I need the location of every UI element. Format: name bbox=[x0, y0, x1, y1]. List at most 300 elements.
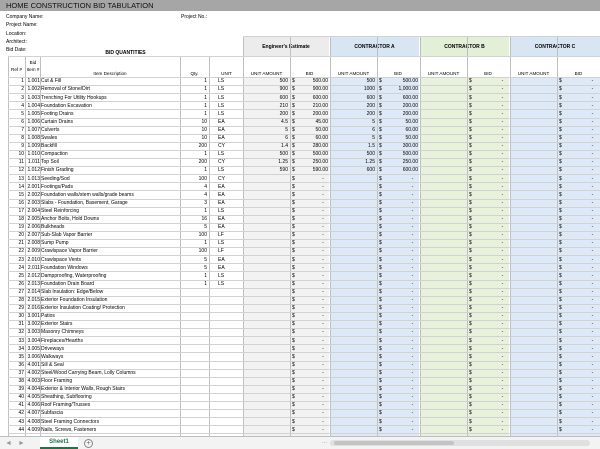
contractor-c-bid-cell[interactable]: - bbox=[591, 207, 594, 214]
engineer-bid-cell[interactable]: - bbox=[322, 216, 324, 222]
contractor-b-bid-cell[interactable]: - bbox=[501, 321, 504, 328]
contractor-c-bid-cell[interactable]: - bbox=[591, 86, 594, 93]
bid-item-cell[interactable]: 2.012 bbox=[27, 272, 40, 279]
engineer-bid-cell[interactable]: 590.00 bbox=[312, 167, 328, 174]
ref-cell[interactable]: 16 bbox=[18, 199, 24, 206]
unit-cell[interactable]: LF bbox=[218, 248, 224, 255]
contractor-c-bid-cell[interactable]: - bbox=[591, 313, 594, 320]
contractor-c-bid-cell[interactable]: - bbox=[591, 288, 594, 295]
description-cell[interactable]: Crawlspace Vents bbox=[41, 256, 82, 263]
ref-cell[interactable]: 42 bbox=[18, 410, 24, 417]
contractor-b-bid-cell[interactable]: - bbox=[501, 199, 504, 206]
engineer-bid-cell[interactable]: - bbox=[322, 353, 324, 360]
description-cell[interactable]: Bulkheads bbox=[41, 224, 65, 231]
contractor-c-bid-cell[interactable]: - bbox=[591, 151, 594, 158]
engineer-bid-cell[interactable]: - bbox=[322, 191, 324, 198]
description-cell[interactable]: Backfill bbox=[41, 143, 57, 150]
ref-cell[interactable]: 41 bbox=[18, 402, 24, 409]
description-cell[interactable]: Subfascia bbox=[41, 410, 63, 417]
engineer-unit-amount-cell[interactable]: 1.4 bbox=[281, 143, 288, 150]
contractor-a-bid-cell[interactable]: - bbox=[411, 418, 414, 425]
contractor-c-bid-cell[interactable]: - bbox=[591, 361, 594, 368]
contractor-a-unit-amount-cell[interactable]: 6 bbox=[372, 126, 375, 133]
qty-cell[interactable]: 1 bbox=[204, 94, 207, 101]
description-cell[interactable]: Exterior Foundation Insulation bbox=[41, 297, 108, 303]
contractor-c-bid-cell[interactable]: - bbox=[591, 232, 594, 239]
qty-cell[interactable]: 5 bbox=[204, 264, 207, 271]
contractor-a-bid-cell[interactable]: - bbox=[411, 321, 414, 328]
contractor-a-bid-cell[interactable]: - bbox=[411, 183, 414, 190]
contractor-a-bid-cell[interactable]: - bbox=[411, 256, 414, 263]
contractor-a-bid-cell[interactable]: - bbox=[411, 337, 414, 344]
contractor-b-bid-cell[interactable]: - bbox=[501, 264, 504, 271]
bid-item-cell[interactable]: 4.004 bbox=[27, 386, 40, 393]
contractor-c-bid-cell[interactable]: - bbox=[591, 102, 594, 109]
bid-item-cell[interactable]: 1.006 bbox=[27, 118, 40, 125]
qty-cell[interactable]: 1 bbox=[204, 102, 207, 109]
ref-cell[interactable]: 5 bbox=[21, 110, 24, 117]
unit-cell[interactable]: LS bbox=[218, 110, 225, 117]
contractor-b-bid-cell[interactable]: - bbox=[501, 280, 504, 287]
bid-item-cell[interactable]: 2.010 bbox=[27, 256, 40, 263]
ref-cell[interactable]: 28 bbox=[18, 297, 24, 303]
description-cell[interactable]: Sub-Slab Vapor Barrier bbox=[41, 232, 93, 239]
description-cell[interactable]: Floor Framing bbox=[41, 378, 73, 384]
engineer-bid-cell[interactable]: - bbox=[322, 288, 324, 295]
contractor-c-bid-cell[interactable]: - bbox=[591, 167, 594, 174]
bid-item-cell[interactable]: 4.005 bbox=[27, 394, 40, 401]
engineer-unit-amount-cell[interactable]: 900 bbox=[279, 86, 288, 93]
contractor-a-bid-cell[interactable]: 500.00 bbox=[402, 151, 418, 158]
qty-cell[interactable]: 1 bbox=[204, 280, 207, 287]
bid-item-cell[interactable]: 4.008 bbox=[27, 418, 40, 425]
contractor-a-bid-cell[interactable]: 250.00 bbox=[402, 159, 418, 166]
bid-item-cell[interactable]: 2.001 bbox=[27, 183, 40, 190]
contractor-b-bid-cell[interactable]: - bbox=[501, 353, 504, 360]
contractor-c-bid-cell[interactable]: - bbox=[591, 159, 594, 166]
bid-item-cell[interactable]: 1.009 bbox=[27, 143, 40, 150]
bid-item-cell[interactable]: 4.003 bbox=[27, 378, 40, 384]
qty-cell[interactable]: 1 bbox=[204, 78, 207, 85]
ref-cell[interactable]: 33 bbox=[18, 337, 24, 344]
contractor-b-bid-cell[interactable]: - bbox=[501, 394, 504, 401]
contractor-a-bid-cell[interactable]: - bbox=[411, 199, 414, 206]
contractor-c-bid-cell[interactable]: - bbox=[591, 240, 594, 247]
bid-item-cell[interactable]: 1.005 bbox=[27, 110, 40, 117]
ref-cell[interactable]: 19 bbox=[18, 224, 24, 231]
ref-cell[interactable]: 23 bbox=[18, 256, 24, 263]
contractor-a-bid-cell[interactable]: - bbox=[411, 191, 414, 198]
engineer-unit-amount-cell[interactable]: 600 bbox=[279, 94, 288, 101]
description-cell[interactable]: Culverts bbox=[41, 126, 60, 133]
engineer-bid-cell[interactable]: - bbox=[322, 280, 324, 287]
contractor-c-bid-cell[interactable]: - bbox=[591, 345, 594, 352]
bid-item-cell[interactable]: 2.004 bbox=[27, 207, 40, 214]
contractor-b-bid-cell[interactable]: - bbox=[501, 151, 504, 158]
engineer-bid-cell[interactable]: - bbox=[322, 199, 324, 206]
engineer-bid-cell[interactable]: 210.00 bbox=[312, 102, 328, 109]
ref-cell[interactable]: 8 bbox=[21, 135, 24, 141]
description-cell[interactable]: Foundation Excavation bbox=[41, 102, 92, 109]
description-cell[interactable]: Curtain Drains bbox=[41, 118, 73, 125]
description-cell[interactable]: Cut & Fill bbox=[41, 78, 62, 85]
bid-item-cell[interactable]: 4.007 bbox=[27, 410, 40, 417]
bid-item-cell[interactable]: 3.002 bbox=[27, 321, 40, 328]
description-cell[interactable]: Exterior Stairs bbox=[41, 321, 73, 328]
engineer-bid-cell[interactable]: - bbox=[322, 207, 324, 214]
ref-cell[interactable]: 26 bbox=[18, 280, 24, 287]
contractor-c-bid-cell[interactable]: - bbox=[591, 321, 594, 328]
contractor-c-bid-cell[interactable]: - bbox=[591, 191, 594, 198]
contractor-b-bid-cell[interactable]: - bbox=[501, 216, 504, 222]
ref-cell[interactable]: 21 bbox=[18, 240, 24, 247]
unit-cell[interactable]: LS bbox=[218, 280, 225, 287]
engineer-unit-amount-cell[interactable]: 210 bbox=[279, 102, 288, 109]
unit-cell[interactable]: EA bbox=[218, 191, 225, 198]
contractor-b-bid-cell[interactable]: - bbox=[501, 418, 504, 425]
bid-item-cell[interactable]: 1.003 bbox=[27, 94, 40, 101]
description-cell[interactable]: Driveways bbox=[41, 345, 65, 352]
description-cell[interactable]: Anchor Bolts, Hold Downs bbox=[41, 216, 100, 222]
bid-item-cell[interactable]: 3.001 bbox=[27, 313, 40, 320]
contractor-c-bid-cell[interactable]: - bbox=[591, 337, 594, 344]
qty-cell[interactable]: 1 bbox=[204, 167, 207, 174]
engineer-bid-cell[interactable]: - bbox=[322, 378, 324, 384]
qty-cell[interactable]: 1 bbox=[204, 207, 207, 214]
description-cell[interactable]: Foundation walls/stem walls/grade beams bbox=[41, 191, 134, 198]
bid-item-cell[interactable]: 3.006 bbox=[27, 353, 40, 360]
contractor-a-bid-cell[interactable]: - bbox=[411, 313, 414, 320]
contractor-c-bid-cell[interactable]: - bbox=[591, 110, 594, 117]
unit-cell[interactable]: LF bbox=[218, 232, 224, 239]
contractor-a-bid-cell[interactable]: - bbox=[411, 345, 414, 352]
description-cell[interactable]: Swales bbox=[41, 135, 58, 141]
ref-cell[interactable]: 39 bbox=[18, 386, 24, 393]
engineer-bid-cell[interactable]: - bbox=[322, 426, 324, 433]
engineer-bid-cell[interactable]: 45.00 bbox=[315, 118, 328, 125]
qty-cell[interactable]: 200 bbox=[198, 143, 207, 150]
description-cell[interactable]: Steel Reinforcing bbox=[41, 207, 80, 214]
unit-cell[interactable]: EA bbox=[218, 224, 225, 231]
contractor-b-bid-cell[interactable]: - bbox=[501, 86, 504, 93]
engineer-bid-cell[interactable]: - bbox=[322, 183, 324, 190]
engineer-bid-cell[interactable]: - bbox=[322, 305, 324, 312]
ref-cell[interactable]: 40 bbox=[18, 394, 24, 401]
contractor-c-bid-cell[interactable]: - bbox=[591, 183, 594, 190]
contractor-a-bid-cell[interactable]: - bbox=[411, 232, 414, 239]
bid-item-cell[interactable]: 4.009 bbox=[27, 426, 40, 433]
contractor-b-bid-cell[interactable]: - bbox=[501, 78, 504, 85]
contractor-c-bid-cell[interactable]: - bbox=[591, 126, 594, 133]
contractor-b-bid-cell[interactable]: - bbox=[501, 272, 504, 279]
horizontal-scrollbar[interactable] bbox=[330, 440, 590, 446]
unit-cell[interactable]: EA bbox=[218, 256, 225, 263]
description-cell[interactable]: Sheathing, Subflooring bbox=[41, 394, 92, 401]
qty-cell[interactable]: 100 bbox=[198, 175, 207, 182]
unit-cell[interactable]: LS bbox=[218, 272, 225, 279]
contractor-a-bid-cell[interactable]: 600.00 bbox=[402, 167, 418, 174]
bid-item-cell[interactable]: 2.005 bbox=[27, 216, 40, 222]
engineer-unit-amount-cell[interactable]: 500 bbox=[279, 78, 288, 85]
contractor-c-bid-cell[interactable]: - bbox=[591, 216, 594, 222]
contractor-b-bid-cell[interactable]: - bbox=[501, 410, 504, 417]
contractor-c-bid-cell[interactable]: - bbox=[591, 199, 594, 206]
engineer-bid-cell[interactable]: - bbox=[322, 369, 324, 376]
contractor-a-bid-cell[interactable]: - bbox=[411, 394, 414, 401]
qty-cell[interactable]: 10 bbox=[201, 118, 207, 125]
unit-cell[interactable]: LS bbox=[218, 102, 225, 109]
engineer-bid-cell[interactable]: - bbox=[322, 224, 324, 231]
engineer-bid-cell[interactable]: - bbox=[322, 297, 324, 303]
engineer-bid-cell[interactable]: 280.00 bbox=[312, 143, 328, 150]
contractor-a-bid-cell[interactable]: - bbox=[411, 248, 414, 255]
bid-item-cell[interactable]: 3.003 bbox=[27, 329, 40, 336]
ref-cell[interactable]: 20 bbox=[18, 232, 24, 239]
contractor-b-bid-cell[interactable]: - bbox=[501, 224, 504, 231]
description-cell[interactable]: Top Soil bbox=[41, 159, 59, 166]
contractor-a-unit-amount-cell[interactable]: 5 bbox=[372, 135, 375, 141]
unit-cell[interactable]: EA bbox=[218, 183, 225, 190]
ref-cell[interactable]: 22 bbox=[18, 248, 24, 255]
contractor-a-unit-amount-cell[interactable]: 500 bbox=[366, 151, 375, 158]
contractor-b-bid-cell[interactable]: - bbox=[501, 207, 504, 214]
tab-sheet1[interactable]: Sheet1 bbox=[40, 437, 78, 449]
contractor-c-bid-cell[interactable]: - bbox=[591, 297, 594, 303]
unit-cell[interactable]: EA bbox=[218, 264, 225, 271]
description-cell[interactable]: Masonry Chimneys bbox=[41, 329, 84, 336]
unit-cell[interactable]: CY bbox=[218, 175, 225, 182]
bid-item-cell[interactable]: 1.011 bbox=[27, 159, 40, 166]
engineer-bid-cell[interactable]: - bbox=[322, 272, 324, 279]
contractor-b-bid-cell[interactable]: - bbox=[501, 361, 504, 368]
contractor-b-bid-cell[interactable]: - bbox=[501, 305, 504, 312]
qty-cell[interactable]: 1 bbox=[204, 272, 207, 279]
engineer-bid-cell[interactable]: - bbox=[322, 361, 324, 368]
ref-cell[interactable]: 9 bbox=[21, 143, 24, 150]
engineer-unit-amount-cell[interactable]: 5 bbox=[285, 126, 288, 133]
bid-item-cell[interactable]: 3.004 bbox=[27, 337, 40, 344]
description-cell[interactable]: Sill & Seal bbox=[41, 361, 64, 368]
bid-item-cell[interactable]: 2.003 bbox=[27, 199, 40, 206]
contractor-a-bid-cell[interactable]: - bbox=[411, 272, 414, 279]
qty-cell[interactable]: 100 bbox=[198, 248, 207, 255]
contractor-b-bid-cell[interactable]: - bbox=[501, 94, 504, 101]
contractor-b-bid-cell[interactable]: - bbox=[501, 248, 504, 255]
contractor-c-bid-cell[interactable]: - bbox=[591, 78, 594, 85]
engineer-bid-cell[interactable]: - bbox=[322, 386, 324, 393]
bid-item-cell[interactable]: 1.010 bbox=[27, 151, 40, 158]
engineer-unit-amount-cell[interactable]: 6 bbox=[285, 135, 288, 141]
engineer-bid-cell[interactable]: - bbox=[322, 256, 324, 263]
ref-cell[interactable]: 3 bbox=[21, 94, 24, 101]
ref-cell[interactable]: 4 bbox=[21, 102, 24, 109]
engineer-unit-amount-cell[interactable]: 500 bbox=[279, 151, 288, 158]
contractor-c-bid-cell[interactable]: - bbox=[591, 248, 594, 255]
description-cell[interactable]: Finish Grading bbox=[41, 167, 74, 174]
qty-cell[interactable]: 16 bbox=[201, 216, 207, 222]
description-cell[interactable]: Dampproofing, Waterproofing bbox=[41, 272, 107, 279]
contractor-b-bid-cell[interactable]: - bbox=[501, 159, 504, 166]
contractor-c-bid-cell[interactable]: - bbox=[591, 305, 594, 312]
engineer-bid-cell[interactable]: 500.00 bbox=[312, 78, 328, 85]
add-sheet-icon[interactable]: + bbox=[84, 439, 93, 448]
contractor-a-bid-cell[interactable]: 50.00 bbox=[405, 135, 418, 141]
bid-item-cell[interactable]: 1.013 bbox=[27, 175, 40, 182]
contractor-a-bid-cell[interactable]: - bbox=[411, 240, 414, 247]
description-cell[interactable]: Nails, Screws, Fasteners bbox=[41, 426, 97, 433]
ref-cell[interactable]: 35 bbox=[18, 353, 24, 360]
contractor-a-bid-cell[interactable]: - bbox=[411, 280, 414, 287]
description-cell[interactable]: Footings/Pads bbox=[41, 183, 73, 190]
contractor-b-bid-cell[interactable]: - bbox=[501, 118, 504, 125]
contractor-a-bid-cell[interactable]: - bbox=[411, 378, 414, 384]
contractor-b-bid-cell[interactable]: - bbox=[501, 297, 504, 303]
bid-item-cell[interactable]: 2.009 bbox=[27, 248, 40, 255]
qty-cell[interactable]: 100 bbox=[198, 232, 207, 239]
contractor-b-bid-cell[interactable]: - bbox=[501, 345, 504, 352]
contractor-b-bid-cell[interactable]: - bbox=[501, 337, 504, 344]
description-cell[interactable]: Footing Drains bbox=[41, 110, 74, 117]
next-sheet-icon[interactable]: ► bbox=[18, 440, 25, 447]
contractor-c-bid-cell[interactable]: - bbox=[591, 280, 594, 287]
qty-cell[interactable]: 4 bbox=[204, 191, 207, 198]
ref-cell[interactable]: 31 bbox=[18, 321, 24, 328]
bid-item-cell[interactable]: 1.001 bbox=[27, 78, 40, 85]
contractor-c-bid-cell[interactable]: - bbox=[591, 94, 594, 101]
description-cell[interactable]: Trenching For Utility Hookups bbox=[41, 94, 107, 101]
ref-cell[interactable]: 34 bbox=[18, 345, 24, 352]
bid-item-cell[interactable]: 2.002 bbox=[27, 191, 40, 198]
bid-item-cell[interactable]: 2.016 bbox=[27, 305, 40, 312]
unit-cell[interactable]: EA bbox=[218, 126, 225, 133]
contractor-a-bid-cell[interactable]: - bbox=[411, 402, 414, 409]
description-cell[interactable]: Slabs - Foundation, Basement, Garage bbox=[41, 199, 128, 206]
prev-sheet-icon[interactable]: ◄ bbox=[5, 440, 12, 447]
engineer-unit-amount-cell[interactable]: 1.25 bbox=[278, 159, 288, 166]
contractor-a-bid-cell[interactable]: - bbox=[411, 224, 414, 231]
contractor-a-unit-amount-cell[interactable]: 200 bbox=[366, 102, 375, 109]
contractor-a-bid-cell[interactable]: - bbox=[411, 305, 414, 312]
unit-cell[interactable]: CY bbox=[218, 159, 225, 166]
contractor-a-bid-cell[interactable]: - bbox=[411, 353, 414, 360]
contractor-b-bid-cell[interactable]: - bbox=[501, 110, 504, 117]
contractor-b-bid-cell[interactable]: - bbox=[501, 175, 504, 182]
ref-cell[interactable]: 11 bbox=[18, 159, 24, 166]
unit-cell[interactable]: LS bbox=[218, 207, 225, 214]
qty-cell[interactable]: 5 bbox=[204, 256, 207, 263]
engineer-bid-cell[interactable]: 600.00 bbox=[312, 94, 328, 101]
contractor-c-bid-cell[interactable]: - bbox=[591, 418, 594, 425]
contractor-c-bid-cell[interactable]: - bbox=[591, 369, 594, 376]
contractor-a-bid-cell[interactable]: - bbox=[411, 297, 414, 303]
ref-cell[interactable]: 10 bbox=[18, 151, 24, 158]
contractor-b-bid-cell[interactable]: - bbox=[501, 369, 504, 376]
engineer-bid-cell[interactable]: - bbox=[322, 264, 324, 271]
unit-cell[interactable]: EA bbox=[218, 118, 225, 125]
contractor-b-bid-cell[interactable]: - bbox=[501, 402, 504, 409]
qty-cell[interactable]: 200 bbox=[198, 159, 207, 166]
ref-cell[interactable]: 24 bbox=[18, 264, 24, 271]
ref-cell[interactable]: 44 bbox=[18, 426, 24, 433]
bid-item-cell[interactable]: 4.006 bbox=[27, 402, 40, 409]
unit-cell[interactable]: LS bbox=[218, 94, 225, 101]
unit-cell[interactable]: LS bbox=[218, 167, 225, 174]
engineer-unit-amount-cell[interactable]: 590 bbox=[279, 167, 288, 174]
bid-item-cell[interactable]: 4.002 bbox=[27, 369, 40, 376]
bid-item-cell[interactable]: 1.012 bbox=[27, 167, 40, 174]
contractor-b-bid-cell[interactable]: - bbox=[501, 102, 504, 109]
ref-cell[interactable]: 2 bbox=[21, 86, 24, 93]
contractor-a-bid-cell[interactable]: 60.00 bbox=[405, 126, 418, 133]
engineer-bid-cell[interactable]: 900.00 bbox=[312, 86, 328, 93]
contractor-b-bid-cell[interactable]: - bbox=[501, 386, 504, 393]
description-cell[interactable]: Patios bbox=[41, 313, 55, 320]
contractor-c-bid-cell[interactable]: - bbox=[591, 386, 594, 393]
contractor-a-bid-cell[interactable]: - bbox=[411, 264, 414, 271]
contractor-a-unit-amount-cell[interactable]: 200 bbox=[366, 110, 375, 117]
contractor-a-bid-cell[interactable]: 1,000.00 bbox=[398, 86, 418, 93]
bid-item-cell[interactable]: 1.004 bbox=[27, 102, 40, 109]
qty-cell[interactable]: 1 bbox=[204, 240, 207, 247]
contractor-c-bid-cell[interactable]: - bbox=[591, 264, 594, 271]
qty-cell[interactable]: 4 bbox=[204, 183, 207, 190]
contractor-c-bid-cell[interactable]: - bbox=[591, 175, 594, 182]
contractor-b-bid-cell[interactable]: - bbox=[501, 426, 504, 433]
contractor-a-bid-cell[interactable]: 500.00 bbox=[402, 78, 418, 85]
engineer-bid-cell[interactable]: - bbox=[322, 232, 324, 239]
contractor-b-bid-cell[interactable]: - bbox=[501, 329, 504, 336]
engineer-bid-cell[interactable]: - bbox=[322, 321, 324, 328]
contractor-a-unit-amount-cell[interactable]: 1000 bbox=[363, 86, 375, 93]
qty-cell[interactable]: 3 bbox=[204, 199, 207, 206]
unit-cell[interactable]: LS bbox=[218, 78, 225, 85]
bid-item-cell[interactable]: 2.015 bbox=[27, 297, 40, 303]
unit-cell[interactable]: EA bbox=[218, 216, 225, 222]
contractor-b-bid-cell[interactable]: - bbox=[501, 135, 504, 141]
ref-cell[interactable]: 1 bbox=[21, 78, 24, 85]
ref-cell[interactable]: 29 bbox=[18, 305, 24, 312]
bid-item-cell[interactable]: 2.013 bbox=[27, 280, 40, 287]
unit-cell[interactable]: EA bbox=[218, 135, 225, 141]
engineer-bid-cell[interactable]: - bbox=[322, 418, 324, 425]
contractor-b-bid-cell[interactable]: - bbox=[501, 191, 504, 198]
contractor-a-unit-amount-cell[interactable]: 600 bbox=[366, 94, 375, 101]
engineer-unit-amount-cell[interactable]: 4.5 bbox=[281, 118, 288, 125]
contractor-b-bid-cell[interactable]: - bbox=[501, 232, 504, 239]
description-cell[interactable]: Seeding/Sod bbox=[41, 175, 70, 182]
engineer-bid-cell[interactable]: - bbox=[322, 345, 324, 352]
qty-cell[interactable]: 1 bbox=[204, 86, 207, 93]
contractor-a-bid-cell[interactable]: 600.00 bbox=[402, 94, 418, 101]
qty-cell[interactable]: 10 bbox=[201, 135, 207, 141]
contractor-a-bid-cell[interactable]: - bbox=[411, 386, 414, 393]
engineer-bid-cell[interactable]: - bbox=[322, 240, 324, 247]
contractor-a-unit-amount-cell[interactable]: 500 bbox=[366, 78, 375, 85]
description-cell[interactable]: Exterior Insulation Coating/ Protection bbox=[41, 305, 125, 312]
contractor-a-unit-amount-cell[interactable]: 5 bbox=[372, 118, 375, 125]
contractor-a-bid-cell[interactable]: 200.00 bbox=[402, 110, 418, 117]
engineer-bid-cell[interactable]: - bbox=[322, 394, 324, 401]
qty-cell[interactable]: 1 bbox=[204, 151, 207, 158]
description-cell[interactable]: Walkways bbox=[41, 353, 64, 360]
engineer-bid-cell[interactable]: - bbox=[322, 410, 324, 417]
engineer-bid-cell[interactable]: - bbox=[322, 313, 324, 320]
ref-cell[interactable]: 36 bbox=[18, 361, 24, 368]
engineer-bid-cell[interactable]: - bbox=[322, 175, 324, 182]
ref-cell[interactable]: 27 bbox=[18, 288, 24, 295]
ref-cell[interactable]: 13 bbox=[18, 175, 24, 182]
contractor-b-bid-cell[interactable]: - bbox=[501, 288, 504, 295]
